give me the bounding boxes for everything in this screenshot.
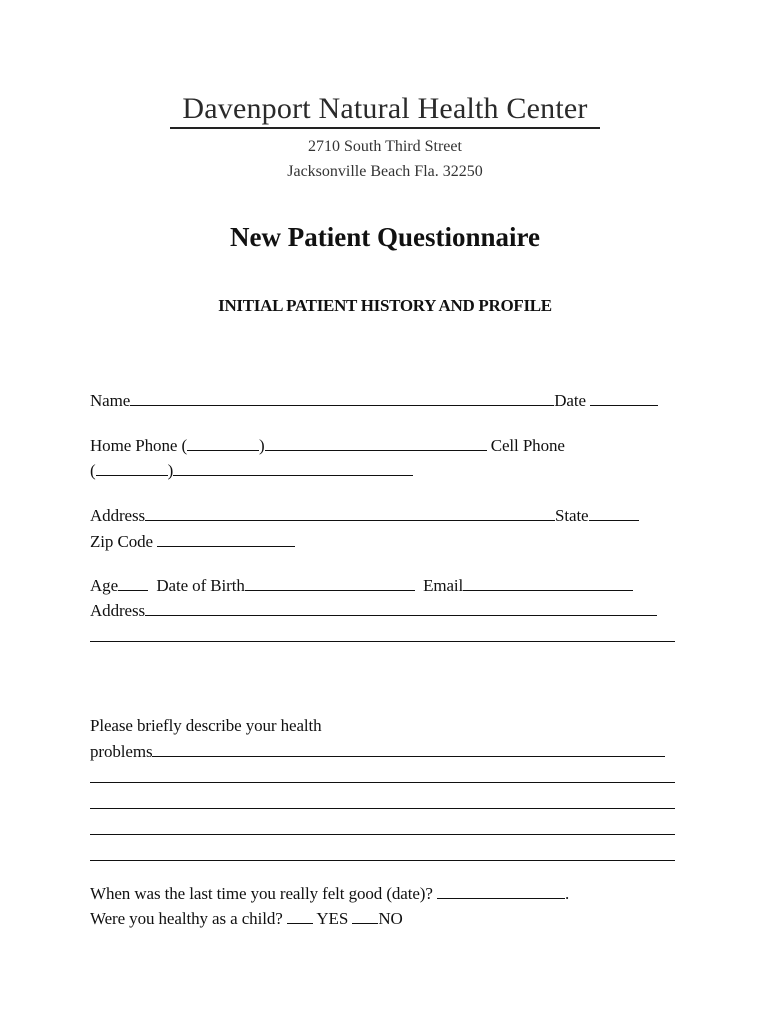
health-prompt-label: Please briefly describe your health bbox=[90, 716, 322, 735]
home-phone-number-field[interactable] bbox=[265, 436, 487, 451]
age-field[interactable] bbox=[118, 576, 148, 591]
dob-label: Date of Birth bbox=[156, 576, 245, 595]
health-problems-field-2[interactable] bbox=[90, 768, 675, 783]
yes-label: YES bbox=[316, 909, 349, 928]
no-field[interactable] bbox=[352, 909, 378, 924]
cell-phone-number-field[interactable] bbox=[173, 461, 413, 476]
health-prompt-row bbox=[90, 716, 322, 736]
organization-underline bbox=[170, 127, 600, 129]
health-problems-line-3 bbox=[90, 794, 675, 814]
health-problems-line-2 bbox=[90, 768, 675, 788]
email-field[interactable] bbox=[463, 576, 633, 591]
dob-field[interactable] bbox=[245, 576, 415, 591]
health-problems-label: problems bbox=[90, 742, 153, 761]
zip-row bbox=[90, 532, 295, 552]
health-problems-line-4 bbox=[90, 820, 675, 840]
home-phone-area-code-field[interactable] bbox=[187, 436, 259, 451]
home-phone-row: Home Phone ( ) Cell Phone bbox=[90, 436, 565, 455]
health-problems-row bbox=[90, 742, 665, 762]
health-problems-field[interactable] bbox=[152, 742, 665, 757]
zip-field[interactable] bbox=[157, 532, 295, 547]
name-label: Name bbox=[90, 391, 131, 410]
state-field[interactable] bbox=[589, 506, 639, 521]
email-address-continuation-field[interactable] bbox=[90, 627, 675, 642]
health-problems-field-3[interactable] bbox=[90, 794, 675, 809]
document-title: New Patient Questionnaire bbox=[230, 222, 540, 252]
no-label: NO bbox=[378, 909, 403, 928]
age-dob-email-row bbox=[90, 576, 633, 596]
organization-street-address: 2710 South Third Street bbox=[308, 138, 462, 155]
age-label: Age bbox=[90, 576, 119, 595]
last-felt-good-field[interactable] bbox=[437, 884, 565, 899]
home-phone-label: Home Phone ( bbox=[90, 436, 188, 455]
cell-phone-row: ( ) bbox=[90, 461, 413, 481]
address-field[interactable] bbox=[145, 506, 555, 521]
health-problems-line-5 bbox=[90, 846, 675, 866]
email-label: Email bbox=[423, 576, 464, 595]
organization-name: Davenport Natural Health Center bbox=[182, 92, 588, 125]
last-felt-good-label: When was the last time you really felt good (date)? bbox=[90, 884, 433, 903]
healthy-child-label: Were you healthy as a child? bbox=[90, 909, 283, 928]
email-address-continuation-row bbox=[90, 627, 675, 647]
address-label: Address bbox=[90, 506, 146, 525]
date-label: Date bbox=[554, 391, 586, 410]
zip-label: Zip Code bbox=[90, 532, 153, 551]
email-address-field[interactable] bbox=[145, 601, 657, 616]
last-felt-good-row: When was the last time you really felt good (date)? . bbox=[90, 884, 570, 903]
email-address-label: Address bbox=[90, 601, 146, 620]
date-field[interactable] bbox=[590, 391, 658, 406]
document-subtitle: INITIAL PATIENT HISTORY AND PROFILE bbox=[218, 296, 552, 315]
name-field[interactable] bbox=[130, 391, 554, 406]
healthy-child-row bbox=[90, 909, 403, 929]
cell-phone-label: Cell Phone bbox=[490, 436, 565, 455]
state-label: State bbox=[555, 506, 589, 525]
email-address-row bbox=[90, 601, 657, 621]
health-problems-field-5[interactable] bbox=[90, 846, 675, 861]
health-problems-field-4[interactable] bbox=[90, 820, 675, 835]
organization-city-address: Jacksonville Beach Fla. 32250 bbox=[287, 163, 483, 180]
name-date-row bbox=[90, 391, 658, 411]
yes-field[interactable] bbox=[287, 909, 313, 924]
cell-phone-area-code-field[interactable] bbox=[96, 461, 168, 476]
address-row bbox=[90, 506, 639, 526]
